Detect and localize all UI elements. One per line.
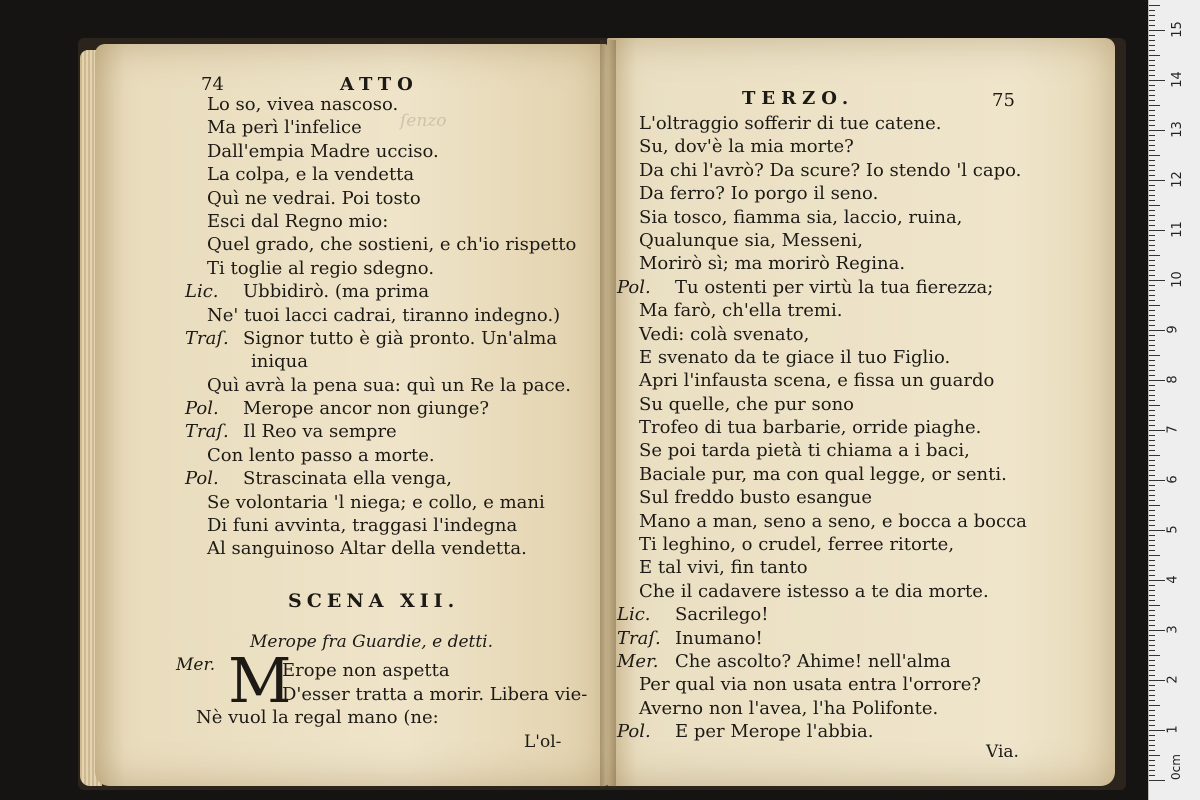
ruler-tick: [1149, 85, 1155, 86]
ruler-tick: [1149, 540, 1155, 541]
ruler-tick: [1149, 370, 1155, 371]
ruler-tick: [1149, 725, 1155, 726]
ruler-tick: [1149, 740, 1155, 741]
ruler-tick: [1149, 505, 1160, 506]
ruler-tick: [1149, 450, 1155, 451]
verse-text: Baciale pur, ma con qual legge, or senti.: [639, 463, 1007, 485]
speaker-label: Lic.: [185, 281, 219, 303]
verse-text: Ti toglie al regio sdegno.: [207, 257, 435, 279]
text-line: [185, 233, 576, 256]
verse-text: Trofeo di tua barbarie, orride piaghe.: [639, 417, 982, 439]
verse-text: E svenato da te giace il tuo Figlio.: [639, 346, 951, 368]
ruler-tick: [1149, 110, 1155, 111]
text-line: [185, 444, 576, 467]
ruler-tick: [1149, 480, 1165, 481]
verse-text: Morirò sì; ma morirò Regina.: [639, 253, 906, 275]
ruler-tick: [1149, 580, 1165, 581]
ruler-tick: [1149, 365, 1155, 366]
verse-text: Vedi: colà svenato,: [639, 323, 810, 345]
book-gutter: [600, 40, 616, 788]
verse-text: Quì avrà la pena sua: quì un Re la pace.: [207, 374, 571, 396]
ruler-tick: [1149, 305, 1160, 306]
ruler-tick: [1149, 50, 1155, 51]
verse-text: Da ferro? Io porgo il seno.: [639, 183, 879, 205]
verse-text: Ubbidirò. (ma prima: [243, 281, 430, 303]
ruler-tick: [1149, 605, 1160, 606]
ruler-tick: [1149, 635, 1155, 636]
text-line: [617, 159, 1027, 182]
ruler-tick: [1149, 285, 1155, 286]
speaker-label: Traſ.: [185, 327, 229, 349]
left-page-text: [185, 93, 576, 561]
ruler-tick: [1149, 240, 1155, 241]
text-line: [617, 463, 1027, 486]
text-line: [617, 533, 1027, 556]
text-line: [617, 486, 1027, 509]
text-line: [185, 514, 576, 537]
verse-text: Merope ancor non giunge?: [243, 398, 490, 420]
ruler-tick: [1149, 615, 1155, 616]
ruler-number: 13: [1169, 121, 1185, 138]
verse-text: Esci dal Regno mio:: [207, 210, 389, 232]
ruler-tick: [1149, 100, 1155, 101]
ruler-number: 11: [1169, 221, 1185, 238]
text-line: [185, 280, 576, 303]
verse-text: Sul freddo busto esangue: [639, 487, 873, 509]
mer-line-2: D'esser tratta a morir. Libera vie-: [282, 684, 588, 705]
ruler-tick: [1149, 150, 1155, 151]
ruler-tick: [1149, 55, 1160, 56]
ruler-tick: [1149, 15, 1155, 16]
text-line: [617, 603, 1027, 626]
ruler-tick: [1149, 340, 1155, 341]
text-line: [617, 229, 1027, 252]
ruler-tick: [1149, 700, 1155, 701]
ruler-tick: [1149, 630, 1165, 631]
verse-text: Il Reo va sempre: [243, 421, 397, 443]
ruler-tick: [1149, 190, 1155, 191]
text-line: [617, 276, 1027, 299]
speaker-label: Pol.: [185, 398, 219, 420]
ruler-tick: [1149, 610, 1155, 611]
ruler-tick: [1149, 415, 1155, 416]
ruler-tick: [1149, 465, 1155, 466]
text-line: [617, 393, 1027, 416]
ruler-number: 12: [1169, 171, 1185, 188]
ruler-number: 7: [1165, 425, 1181, 434]
ruler-tick: [1149, 500, 1155, 501]
ruler-number: 9: [1165, 325, 1181, 334]
ruler-tick: [1149, 10, 1155, 11]
left-catchword: L'ol-: [524, 732, 562, 752]
ruler-tick: [1149, 160, 1155, 161]
ruler-tick: [1149, 710, 1155, 711]
ruler-tick: [1149, 490, 1155, 491]
ruler-tick: [1149, 330, 1165, 331]
ruler-number: 4: [1165, 575, 1181, 584]
ruler-tick: [1149, 125, 1155, 126]
text-line: [617, 182, 1027, 205]
ruler-tick: [1149, 30, 1165, 31]
ruler-tick: [1149, 690, 1155, 691]
ruler-tick: [1149, 290, 1155, 291]
ruler-tick: [1149, 750, 1155, 751]
measuring-ruler: [1148, 0, 1200, 800]
stage-direction: Merope fra Guardie, e detti.: [250, 632, 494, 652]
ruler-number: 6: [1165, 475, 1181, 484]
ruler-tick: [1149, 565, 1155, 566]
text-line: [185, 304, 576, 327]
verse-text: Ma farò, ch'ella tremi.: [639, 300, 843, 322]
ruler-tick: [1149, 395, 1155, 396]
verse-text: L'oltraggio sofferir di tue catene.: [639, 113, 942, 134]
text-line: [617, 627, 1027, 650]
ruler-tick: [1149, 120, 1155, 121]
ruler-tick: [1149, 335, 1155, 336]
ruler-tick: [1149, 715, 1155, 716]
ruler-tick: [1149, 20, 1155, 21]
text-line: [185, 93, 576, 116]
ruler-tick: [1149, 755, 1160, 756]
ruler-tick: [1149, 670, 1155, 671]
ruler-tick: [1149, 435, 1155, 436]
ruler-tick: [1149, 555, 1160, 556]
text-line: [617, 323, 1027, 346]
ruler-tick: [1149, 235, 1155, 236]
verse-text: Per qual via non usata entra l'orrore?: [639, 674, 982, 696]
ruler-tick: [1149, 645, 1155, 646]
ruler-tick: [1149, 665, 1155, 666]
ruler-tick: [1149, 360, 1155, 361]
ruler-tick: [1149, 275, 1155, 276]
verse-text: E tal vivi, fin tanto: [639, 557, 808, 579]
speaker-label: Mer.: [617, 650, 659, 672]
verse-text: Da chi l'avrò? Da scure? Io stendo 'l capo.: [639, 159, 1022, 181]
speaker-label: Traſ.: [185, 421, 229, 443]
ruler-tick: [1149, 620, 1155, 621]
ruler-number: 14: [1169, 71, 1185, 88]
ruler-tick: [1149, 445, 1155, 446]
ruler-number: 10: [1169, 271, 1185, 288]
verse-text: Qualunque sia, Messeni,: [639, 229, 863, 251]
ruler-tick: [1149, 550, 1155, 551]
verse-text: Inumano!: [675, 627, 763, 649]
ruler-tick: [1149, 140, 1155, 141]
ruler-tick: [1149, 575, 1155, 576]
ruler-tick: [1149, 485, 1155, 486]
ruler-tick: [1149, 255, 1160, 256]
verse-text: Che ascolto? Ahime! nell'alma: [675, 650, 951, 672]
text-line: [617, 299, 1027, 322]
ruler-tick: [1149, 420, 1155, 421]
ruler-tick: [1149, 730, 1165, 731]
ruler-tick: [1149, 45, 1155, 46]
ruler-tick: [1149, 680, 1165, 681]
ruler-tick: [1149, 245, 1155, 246]
ruler-tick: [1149, 430, 1165, 431]
ruler-tick: [1149, 280, 1165, 281]
verse-text: Tu ostenti per virtù la tua fierezza;: [675, 276, 994, 298]
verse-text: Ti leghino, o crudel, ferree ritorte,: [639, 534, 955, 556]
text-line: [617, 369, 1027, 392]
verse-text: Signor tutto è già pronto. Un'alma: [243, 327, 558, 349]
text-line: [185, 116, 576, 139]
text-line: [617, 346, 1027, 369]
ruler-tick: [1149, 570, 1155, 571]
ruler-tick: [1149, 745, 1155, 746]
text-line: [185, 537, 576, 560]
text-line: [185, 467, 576, 490]
ruler-tick: [1149, 60, 1155, 61]
ruler-tick: [1149, 325, 1155, 326]
right-page-number: 75: [992, 90, 1015, 111]
speaker-label: Pol.: [617, 276, 651, 298]
ruler-tick: [1149, 375, 1155, 376]
text-line: [617, 720, 1027, 743]
ruler-tick: [1149, 310, 1155, 311]
ruler-tick: [1149, 225, 1155, 226]
verse-text: Quel grado, che sostieni, e ch'io rispetto: [207, 234, 577, 256]
ruler-tick: [1149, 195, 1155, 196]
ruler-tick: [1149, 80, 1165, 81]
ruler-tick: [1149, 425, 1155, 426]
verse-text: Dall'empia Madre ucciso.: [207, 140, 439, 162]
text-line: [617, 697, 1027, 720]
ruler-tick: [1149, 105, 1160, 106]
verse-text: iniqua: [251, 351, 308, 373]
ruler-tick: [1149, 170, 1155, 171]
ruler-tick: [1149, 75, 1155, 76]
text-line: [185, 397, 576, 420]
ruler-tick: [1149, 660, 1155, 661]
speaker-label: Pol.: [185, 468, 219, 490]
ruler-tick: [1149, 720, 1155, 721]
verse-text: Ne' tuoi lacci cadrai, tiranno indegno.): [207, 304, 561, 326]
ruler-tick: [1149, 180, 1165, 181]
ruler-tick: [1149, 455, 1160, 456]
ruler-tick: [1149, 380, 1165, 381]
ruler-tick: [1149, 230, 1165, 231]
ruler-tick: [1149, 495, 1155, 496]
ruler-tick: [1149, 115, 1155, 116]
ruler-tick: [1149, 775, 1155, 776]
ruler-tick: [1149, 470, 1155, 471]
ruler-tick: [1149, 175, 1155, 176]
verse-text: Con lento passo a morte.: [207, 444, 435, 466]
bleed-through-text: ſenzo: [400, 111, 447, 131]
ruler-tick: [1149, 35, 1155, 36]
text-line: [185, 420, 576, 443]
verse-text: Se poi tarda pietà ti chiama a i baci,: [639, 440, 970, 462]
ruler-tick: [1149, 350, 1155, 351]
speaker-label: Pol.: [617, 721, 651, 743]
ruler-tick: [1149, 185, 1155, 186]
speaker-label: Lic.: [617, 604, 651, 626]
text-line: [617, 206, 1027, 229]
ruler-tick: [1149, 475, 1155, 476]
ruler-tick: [1149, 135, 1155, 136]
ruler-tick: [1149, 260, 1155, 261]
ruler-tick: [1149, 250, 1155, 251]
ruler-tick: [1149, 625, 1155, 626]
verse-text: Sacrilego!: [675, 604, 769, 626]
ruler-tick: [1149, 65, 1155, 66]
ruler-tick: [1149, 145, 1155, 146]
ruler-tick: [1149, 345, 1155, 346]
text-line: [185, 210, 576, 233]
ruler-tick: [1149, 385, 1155, 386]
ruler-tick: [1149, 155, 1160, 156]
verse-text: Al sanguinoso Altar della vendetta.: [207, 538, 527, 560]
mer-line-3: Nè vuol la regal mano (ne:: [196, 707, 439, 728]
ruler-tick: [1149, 530, 1165, 531]
text-line: [617, 673, 1027, 696]
ruler-tick: [1149, 265, 1155, 266]
ruler-number: 8: [1165, 375, 1181, 384]
right-catchword: Via.: [986, 742, 1019, 762]
ruler-tick: [1149, 320, 1155, 321]
ruler-tick: [1149, 600, 1155, 601]
ruler-tick: [1149, 590, 1155, 591]
verse-text: La colpa, e la vendetta: [207, 164, 415, 186]
verse-text: E per Merope l'abbia.: [675, 721, 874, 743]
ruler-tick: [1149, 165, 1155, 166]
speaker-label: Mer.: [176, 655, 216, 675]
verse-text: Su, dov'è la mia morte?: [639, 136, 854, 158]
verse-text: Che il cadavere istesso a te dia morte.: [639, 580, 989, 602]
text-line: [617, 112, 1027, 135]
text-line: [617, 510, 1027, 533]
text-line: [185, 350, 576, 373]
ruler-tick: [1149, 545, 1155, 546]
verse-text: Strascinata ella venga,: [243, 468, 452, 490]
ruler-tick: [1149, 400, 1155, 401]
verse-text: Sia tosco, fiamma sia, laccio, ruina,: [639, 206, 963, 228]
ruler-tick: [1149, 640, 1155, 641]
text-line: [617, 252, 1027, 275]
verse-text: Lo so, vivea nascoso.: [207, 94, 399, 115]
text-line: [185, 327, 576, 350]
ruler-number: 5: [1165, 525, 1181, 534]
ruler-tick: [1149, 295, 1155, 296]
ruler-tick: [1149, 655, 1160, 656]
ruler-tick: [1149, 695, 1155, 696]
text-line: [185, 491, 576, 514]
ruler-tick: [1149, 760, 1155, 761]
ruler-tick: [1149, 40, 1155, 41]
text-line: [617, 135, 1027, 158]
ruler-tick: [1149, 210, 1155, 211]
ruler-tick: [1149, 535, 1155, 536]
ruler-tick: [1149, 130, 1165, 131]
ruler-tick: [1149, 90, 1155, 91]
ruler-tick: [1149, 440, 1155, 441]
text-line: [617, 439, 1027, 462]
text-line: [185, 257, 576, 280]
ruler-tick: [1149, 510, 1155, 511]
ruler-tick: [1149, 270, 1155, 271]
text-line: [617, 416, 1027, 439]
ruler-tick: [1149, 460, 1155, 461]
left-page-number: 74: [201, 74, 224, 95]
ruler-tick: [1149, 765, 1155, 766]
ruler-tick: [1149, 95, 1155, 96]
ruler-tick: [1149, 780, 1165, 781]
ruler-number: 15: [1169, 21, 1185, 38]
verse-text: Se volontaria 'l niega; e collo, e mani: [207, 491, 545, 513]
ruler-tick: [1149, 705, 1160, 706]
text-line: [185, 163, 576, 186]
ruler-tick: [1149, 315, 1155, 316]
verse-text: Di funi avvinta, traggasi l'indegna: [207, 515, 518, 537]
left-page-header: ATTO: [340, 74, 419, 95]
ruler-tick: [1149, 5, 1160, 6]
text-line: [617, 580, 1027, 603]
verse-text: Su quelle, che pur sono: [639, 393, 855, 415]
ruler-tick: [1149, 405, 1160, 406]
mer-line-1: Erope non aspetta: [282, 660, 450, 681]
ruler-number: 3: [1165, 625, 1181, 634]
ruler-tick: [1149, 560, 1155, 561]
ruler-unit: 0cm: [1168, 754, 1183, 780]
speaker-label: Traſ.: [617, 627, 661, 649]
ruler-tick: [1149, 355, 1160, 356]
text-line: [185, 374, 576, 397]
ruler-tick: [1149, 200, 1155, 201]
ruler-number: 1: [1165, 725, 1181, 734]
ruler-tick: [1149, 25, 1155, 26]
ruler-tick: [1149, 770, 1155, 771]
verse-text: Ma perì l'infelice: [207, 117, 362, 139]
ruler-tick: [1149, 520, 1155, 521]
ruler-tick: [1149, 650, 1155, 651]
right-page-header: TERZO.: [742, 88, 855, 109]
ruler-tick: [1149, 685, 1155, 686]
ruler-tick: [1149, 220, 1155, 221]
ruler-tick: [1149, 300, 1155, 301]
ruler-tick: [1149, 515, 1155, 516]
ruler-tick: [1149, 585, 1155, 586]
verse-text: Averno non l'avea, l'ha Polifonte.: [639, 697, 939, 719]
ruler-tick: [1149, 525, 1155, 526]
scene-title: SCENA XII.: [288, 590, 460, 612]
ruler-tick: [1149, 675, 1155, 676]
text-line: [617, 556, 1027, 579]
ruler-tick: [1149, 390, 1155, 391]
verse-text: Mano a man, seno a seno, e bocca a bocca: [639, 510, 1027, 532]
ruler-tick: [1149, 595, 1155, 596]
ruler-tick: [1149, 410, 1155, 411]
drop-capital: M: [228, 644, 292, 717]
text-line: [617, 650, 1027, 673]
text-line: [185, 187, 576, 210]
ruler-tick: [1149, 70, 1155, 71]
text-line: [185, 140, 576, 163]
ruler-number: 2: [1165, 675, 1181, 684]
ruler-tick: [1149, 215, 1155, 216]
verse-text: Quì ne vedrai. Poi tosto: [207, 187, 421, 209]
verse-text: Apri l'infausta scena, e fissa un guardo: [639, 370, 995, 392]
right-page-text: [617, 112, 1027, 744]
ruler-tick: [1149, 205, 1160, 206]
ruler-tick: [1149, 735, 1155, 736]
